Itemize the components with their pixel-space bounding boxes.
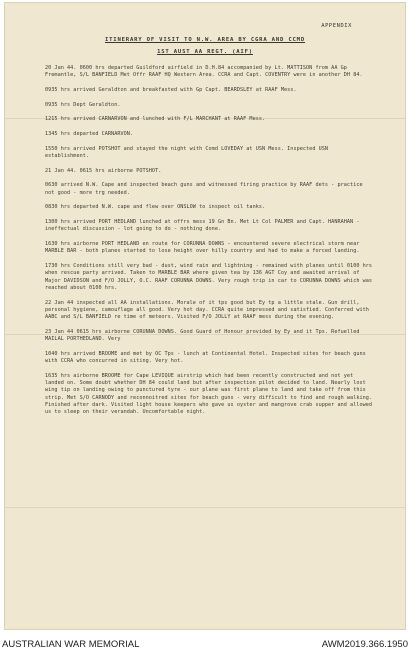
paper-fold-line [4,507,406,508]
document-page [4,2,406,630]
itinerary-entry: 0630 arrived N.W. Cape and inspected beach guns and witnessed firing practice by RAAF dets - practice not good - more trg needed. [45,182,366,196]
itinerary-entry: 1040 hrs arrived BROOME and met by OC Tps - lunch at Continental Hotel. Inspected sites for beach guns with CCRA who concurred in siting. Very hot. [45,350,369,365]
itinerary-entry: 1300 hrs arrived PORT HEDLAND lunched at offrs mess 19 Gn Bn. Met Lt Col PALMER and Capt. HANRAHAN - ineffectual discussion - lot going to do - nothing done. [45,219,363,233]
itinerary-entry: 0935 hrs Dept Geraldton. [45,101,121,108]
itinerary-entry: 1215 hrs arrived CARNARVON and lunched with F/L MARCHANT at RAAF Mess. [45,116,266,123]
archive-footer [0,631,410,653]
itinerary-entry: 23 Jan 44 0615 hrs airborne CORUNNA DOWNS. Good Guard of Honour provided by Ey and it Tps. Refuelled MAILAL PORTHEDLAND. Very [45,328,363,343]
itinerary-entry: 0935 hrs arrived Geraldton and breakfasted with Gp Capt. BEARDSLEY at RAAF Mess. [45,86,297,93]
itinerary-entry: 0830 hrs departed N.W. cape and flew over ONSLOW to inspect oil tanks. [45,204,266,211]
itinerary-entry: 1635 hrs airborne BROOME for Cape LEVIQUE airstrip which had been recently constructed and not yet landed on. Some doubt whether DH 84 could land but after inspection pilot decided to land. Nearly lost wing tip on landing owing to punctured tyre - our plane was first plane to land and take off from this strip. Met S/O CARNODY and reconnoitred sites for beach guns - very difficult to find and rough walking. Finished after dark. Visited light house keepers who gave us oyster and mangrove crab supper and allowed us to sleep on their verandah. Uncomfortable night. [45,372,376,416]
itinerary-entry: 1345 hrs departed CARNARVON. [45,131,134,138]
itinerary-entry: 21 Jan 44. 0615 hrs airborne POTSHOT. [45,167,162,174]
itinerary-entry: 1550 hrs arrived POTSHOT and stayed the night with Comd LOVEDAY at USN Mess. Inspected USN establishment. [45,145,332,160]
itinerary-entry: 22 Jan 44 inspected all AA installations. Morale of it tps good but Ey tp a little stale. Gun drill, personal hygiene, camouflage all good. Very hot day. CCRA quite impressed and satisfied. Conferred with AABC and S/L BANFIELD re time of meteors. Visited F/O JOLLY at RAAF mess during the evening. [45,299,373,321]
itinerary-entry: 20 Jan 44. 0600 hrs departed Guildford airfield in D.H.84 accompanied by Lt. MATTISON from AA Gp Fremantle, S/L BANFIELD Met Offr RAAF HQ Western Area. CCRA and Capt. COVENTRY were in another DH 84. [45,65,363,79]
institution-name: AUSTRALIAN WAR MEMORIAL [2,639,140,650]
document-subtitle: 1ST AUST AA REGT. (AIF) [157,49,253,55]
document-title: ITINERARY OF VISIT TO N.W. AREA BY CGRA AND CCMD [104,37,306,43]
itinerary-entries [45,65,375,424]
itinerary-entry: 1630 hrs airborne PORT HEDLAND en route for CORUNNA DOWNS - encountered severe electrical storm near MARBLE BAR - both planes started to lose height over hilly country and had to make a forced landing. [45,241,363,255]
appendix-label: APPENDIX [321,23,352,29]
itinerary-entry: 1730 hrs Conditions still very bad - dust, wind rain and lightning - remained with planes until 0100 hrs when rescue party arrived. Taken to MARBLE BAR where given tea by 136 AGT Coy and awaited arrival of Major DAVIDSON and F/O JOLLY, O.C. RAAF CORUNNA DOWNS. Very rough trip in car to CORUNNA DOWNS which was reached about 0100 hrs. [45,263,376,291]
accession-number: AWM2019.366.1950 [321,639,408,650]
